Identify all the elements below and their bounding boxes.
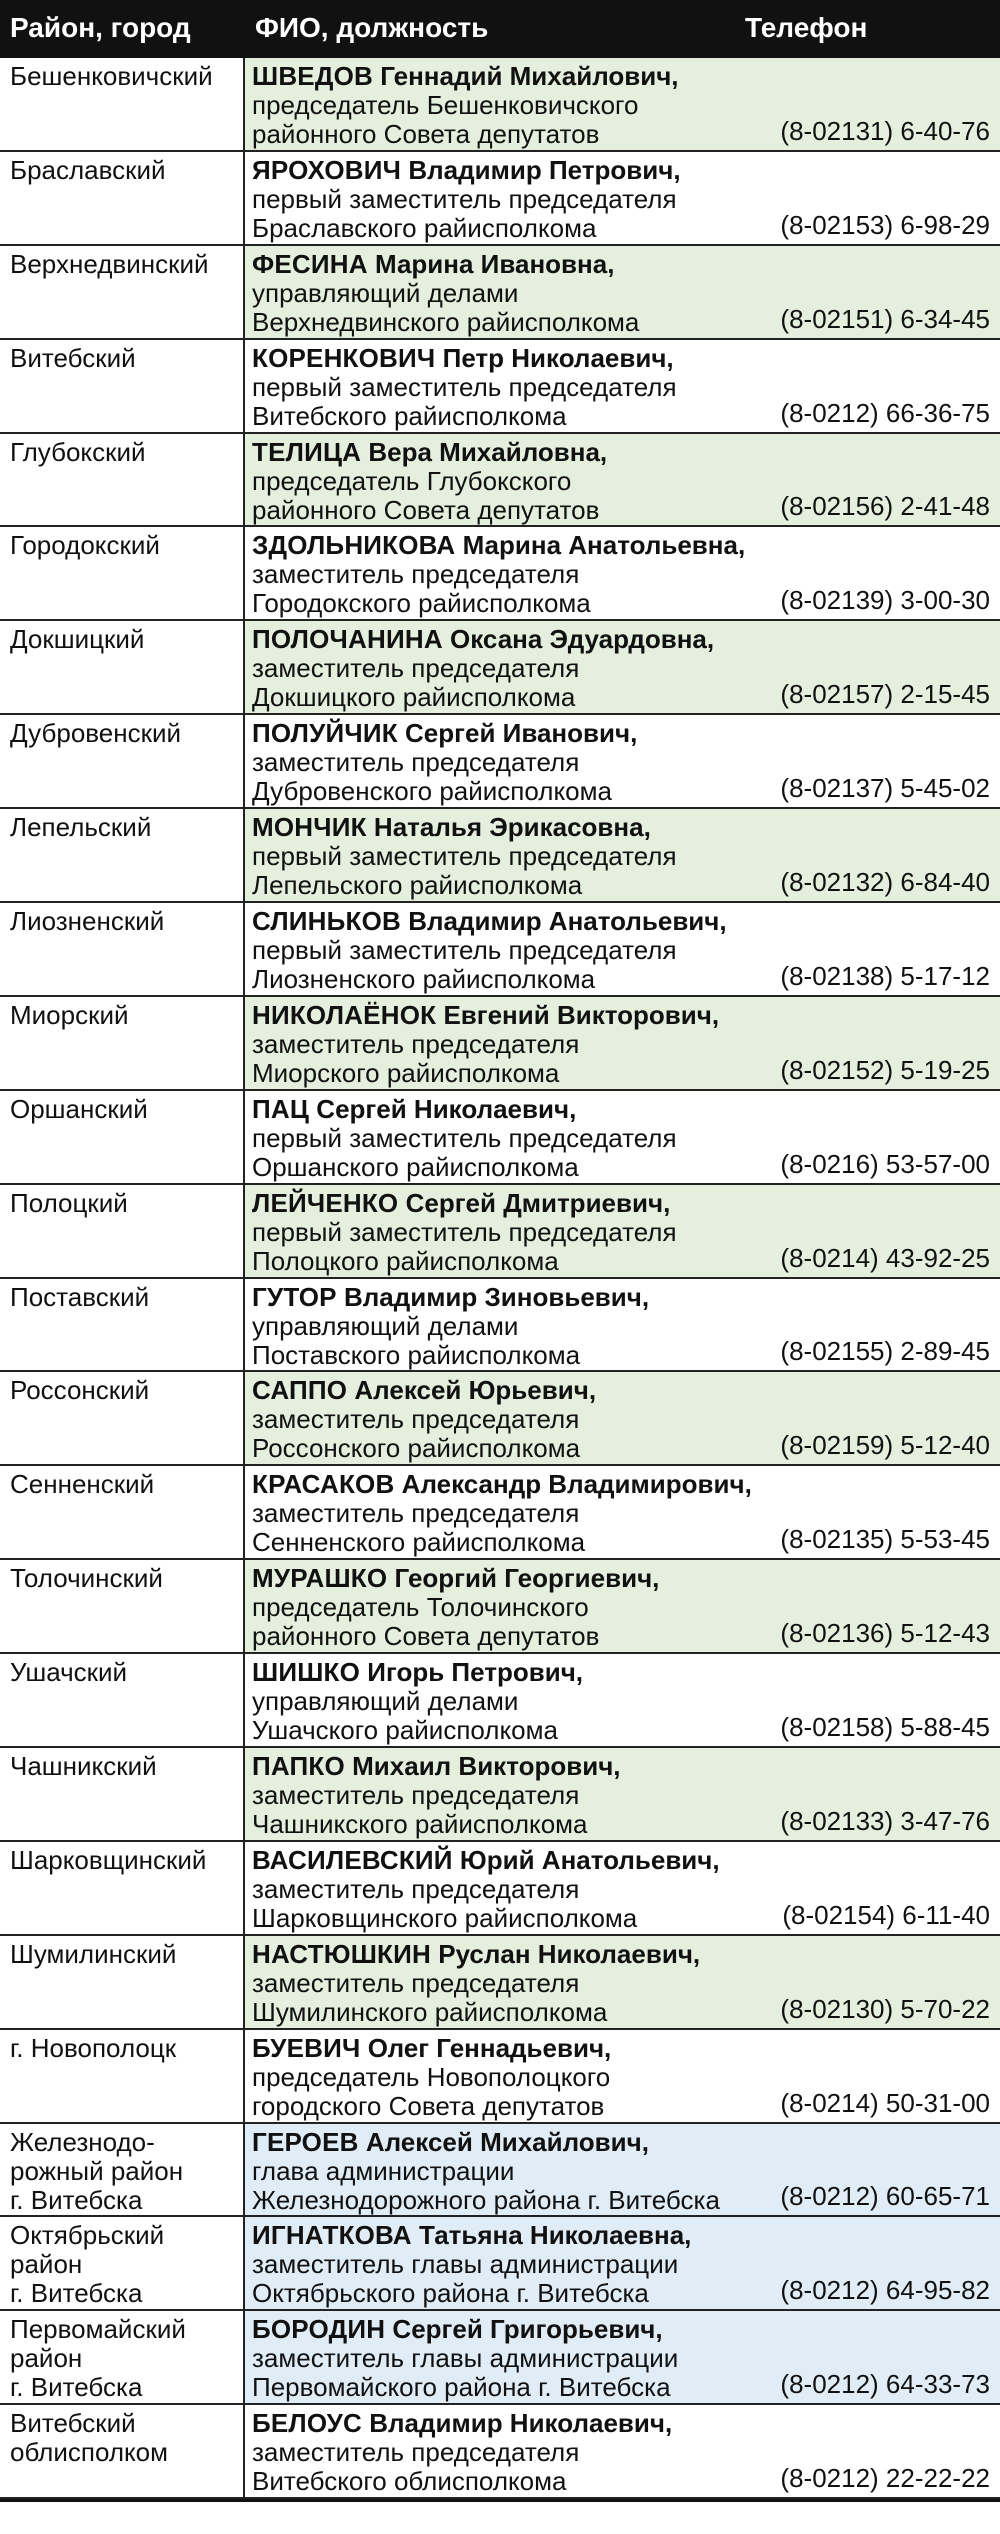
table-row (0, 1185, 1000, 1279)
district-cell: Лепельский (0, 809, 245, 901)
position-line-2: районного Совета депутатов (252, 494, 600, 525)
person-given-name: Владимир Анатольевич, (408, 906, 727, 937)
district-cell: Докшицкий (0, 621, 245, 713)
person-name (252, 1001, 990, 1030)
phone-number: (8-0212) 60-65-71 (780, 2181, 990, 2212)
phone-number: (8-02137) 5-45-02 (780, 773, 990, 804)
phone-number: (8-02139) 3-00-30 (780, 585, 990, 616)
phone-number: (8-02132) 6-84-40 (780, 867, 990, 898)
table-row (0, 2217, 1000, 2311)
person-surname: БЕЛОУС (252, 2408, 362, 2439)
person-surname: БУЕВИЧ (252, 2032, 361, 2063)
position-line-1: первый заместитель председателя (252, 841, 677, 872)
phone-number: (8-02130) 5-70-22 (780, 1993, 990, 2024)
position-line-1: заместитель председателя (252, 1780, 580, 1811)
phone-number: (8-0214) 50-31-00 (780, 2087, 990, 2118)
person-surname: ЗДОЛЬНИКОВА (252, 530, 456, 561)
position-line-2: городского Совета депутатов (252, 2090, 605, 2121)
table-row (0, 246, 1000, 340)
position-line-2: Витебского райисполкома (252, 400, 567, 431)
person-name (252, 625, 990, 654)
person-surname: МОНЧИК (252, 812, 367, 843)
position-line-2: Миорского райисполкома (252, 1057, 560, 1088)
position-line-1: глава администрации (252, 2155, 515, 2186)
person-surname: ФЕСИНА (252, 248, 368, 279)
position-line-1: заместитель председателя (252, 1028, 580, 1059)
phone-number: (8-0212) 64-33-73 (780, 2369, 990, 2400)
position-line-1: заместитель председателя (252, 1404, 580, 1435)
district-cell: Городокский (0, 527, 245, 619)
phone-number: (8-02153) 6-98-29 (780, 209, 990, 240)
person-given-name: Марина Ивановна, (374, 248, 615, 279)
person-given-name: Вера Михайловна, (368, 436, 608, 467)
phone-number: (8-0212) 66-36-75 (780, 397, 990, 428)
person-name (252, 1189, 990, 1218)
district-cell: Россонский (0, 1372, 245, 1464)
table-row (0, 621, 1000, 715)
person-given-name: Сергей Дмитриевич, (405, 1187, 671, 1218)
person-name (252, 1564, 990, 1593)
district-cell: Железнодо- рожный район г. Витебска (0, 2124, 245, 2216)
table-row (0, 152, 1000, 246)
person-surname: ПАЦ (252, 1093, 310, 1124)
position-line-2: Лепельского райисполкома (252, 870, 583, 901)
person-name (252, 719, 990, 748)
district-cell: Верхнедвинский (0, 246, 245, 338)
person-given-name: Владимир Зиновьевич, (343, 1281, 650, 1312)
table-row (0, 1279, 1000, 1373)
person-given-name: Татьяна Николаевна, (418, 2220, 692, 2251)
table-row (0, 58, 1000, 152)
person-given-name: Евгений Викторович, (443, 999, 720, 1030)
position-line-2: Шарковщинского райисполкома (252, 1902, 638, 1933)
table-row (0, 1091, 1000, 1185)
phone-number: (8-02158) 5-88-45 (780, 1712, 990, 1743)
person-given-name: Юрий Анатольевич, (459, 1844, 720, 1875)
person-name (252, 438, 990, 467)
table-row (0, 903, 1000, 997)
position-line-2: Докшицкого райисполкома (252, 682, 576, 713)
district-cell: Глубокский (0, 434, 245, 526)
person-name (252, 813, 990, 842)
person-name (252, 1940, 990, 1969)
phone-number: (8-02131) 6-40-76 (780, 115, 990, 146)
district-cell: Шарковщинский (0, 1842, 245, 1934)
table-row (0, 2030, 1000, 2124)
phone-number: (8-02138) 5-17-12 (780, 960, 990, 991)
table-row (0, 340, 1000, 434)
person-name (252, 1376, 990, 1405)
district-cell: г. Новополоцк (0, 2030, 245, 2122)
person-surname: МУРАШКО (252, 1563, 388, 1594)
position-line-2: Дубровенского райисполкома (252, 776, 612, 807)
person-surname: ЯРОХОВИЧ (252, 154, 402, 185)
position-line-1: заместитель председателя (252, 2437, 580, 2468)
person-name (252, 1752, 990, 1781)
person-surname: ШИШКО (252, 1657, 361, 1688)
position-line-2: Городокского райисполкома (252, 588, 591, 619)
person-surname: ВАСИЛЕВСКИЙ (252, 1844, 453, 1875)
district-cell: Витебский (0, 340, 245, 432)
district-cell: Браславский (0, 152, 245, 244)
person-given-name: Сергей Григорьевич, (392, 2314, 663, 2345)
person-given-name: Наталья Эрикасовна, (373, 812, 651, 843)
position-line-2: Ушачского райисполкома (252, 1715, 558, 1746)
person-surname: НИКОЛАЁНОК (252, 999, 437, 1030)
person-surname: БОРОДИН (252, 2314, 386, 2345)
position-line-2: Браславского райисполкома (252, 212, 597, 243)
district-cell: Миорский (0, 997, 245, 1089)
person-surname: ЛЕЙЧЕНКО (252, 1187, 399, 1218)
phone-number: (8-02151) 6-34-45 (780, 303, 990, 334)
person-name (252, 907, 990, 936)
phone-number: (8-02159) 5-12-40 (780, 1430, 990, 1461)
district-cell: Оршанский (0, 1091, 245, 1183)
table-row (0, 1654, 1000, 1748)
person-given-name: Сергей Иванович, (405, 718, 638, 749)
position-line-1: управляющий делами (252, 1310, 519, 1341)
person-name (252, 1470, 990, 1499)
person-name (252, 62, 990, 91)
district-cell: Шумилинский (0, 1936, 245, 2028)
table-row (0, 715, 1000, 809)
position-line-1: заместитель председателя (252, 559, 580, 590)
table-row (0, 527, 1000, 621)
person-given-name: Руслан Николаевич, (438, 1938, 701, 1969)
person-name (252, 156, 990, 185)
phone-number: (8-02156) 2-41-48 (780, 491, 990, 522)
person-surname: ШВЕДОВ (252, 61, 373, 91)
person-surname: ГУТОР (252, 1281, 337, 1312)
position-line-2: Сенненского райисполкома (252, 1527, 586, 1558)
person-name (252, 2034, 990, 2063)
person-name (252, 2315, 990, 2344)
position-line-2: Шумилинского райисполкома (252, 1996, 608, 2027)
position-line-2: Чашникского райисполкома (252, 1809, 588, 1840)
person-surname: КОРЕНКОВИЧ (252, 342, 436, 373)
person-given-name: Владимир Петрович, (408, 154, 681, 185)
person-given-name: Алексей Юрьевич, (354, 1375, 597, 1406)
person-given-name: Петр Николаевич, (442, 342, 674, 373)
phone-number: (8-0212) 22-22-22 (780, 2463, 990, 2494)
position-line-2: Полоцкого райисполкома (252, 1245, 559, 1276)
person-given-name: Михаил Викторович, (352, 1751, 621, 1782)
position-line-1: заместитель председателя (252, 1873, 580, 1904)
person-given-name: Геннадий Михайлович, (380, 61, 679, 91)
position-line-2: Октябрьского района г. Витебска (252, 2278, 649, 2309)
position-line-1: первый заместитель председателя (252, 371, 677, 402)
person-surname: ТЕЛИЦА (252, 436, 362, 467)
person-surname: КРАСАКОВ (252, 1469, 395, 1500)
position-line-1: первый заместитель председателя (252, 183, 677, 214)
position-line-1: заместитель главы администрации (252, 2343, 679, 2374)
district-cell: Бешенковичский (0, 58, 245, 150)
district-cell: Полоцкий (0, 1185, 245, 1277)
position-line-2: районного Совета депутатов (252, 1621, 600, 1652)
position-line-2: Лиозненского райисполкома (252, 964, 596, 995)
phone-number: (8-02135) 5-53-45 (780, 1524, 990, 1555)
person-name (252, 531, 990, 560)
phone-number: (8-02155) 2-89-45 (780, 1336, 990, 1367)
table-row (0, 809, 1000, 903)
person-name (252, 1283, 990, 1312)
position-line-2: Витебского облисполкома (252, 2466, 567, 2497)
district-cell: Поставский (0, 1279, 245, 1371)
position-line-1: председатель Толочинского (252, 1592, 589, 1623)
district-cell: Чашникский (0, 1748, 245, 1840)
person-surname: ПАПКО (252, 1751, 345, 1782)
person-surname: НАСТЮШКИН (252, 1938, 431, 1969)
table-row (0, 2311, 1000, 2405)
table-header (0, 0, 1000, 58)
table-row (0, 1560, 1000, 1654)
table-body (0, 58, 1000, 2499)
position-line-1: заместитель главы администрации (252, 2249, 679, 2280)
person-surname: ИГНАТКОВА (252, 2220, 412, 2251)
person-surname: ПОЛОЧАНИНА (252, 624, 443, 655)
position-line-1: председатель Новополоцкого (252, 2061, 611, 2092)
phone-number: (8-0214) 43-92-25 (780, 1242, 990, 1273)
person-name (252, 344, 990, 373)
position-line-2: Оршанского райисполкома (252, 1151, 579, 1182)
person-given-name: Владимир Николаевич, (369, 2408, 673, 2439)
person-surname: ГЕРОЕВ (252, 2126, 359, 2157)
header-district: Район, город (10, 11, 191, 43)
phone-number: (8-02133) 3-47-76 (780, 1805, 990, 1836)
district-cell: Витебский облисполком (0, 2405, 245, 2497)
phone-number: (8-02152) 5-19-25 (780, 1054, 990, 1085)
phone-number: (8-02154) 6-11-40 (782, 1899, 990, 1930)
position-line-2: Первомайского района г. Витебска (252, 2372, 671, 2403)
table-row (0, 2405, 1000, 2499)
position-line-1: заместитель председателя (252, 747, 580, 778)
position-line-1: первый заместитель председателя (252, 1122, 677, 1153)
person-given-name: Георгий Георгиевич, (394, 1563, 660, 1594)
person-given-name: Алексей Михайлович, (365, 2126, 649, 2157)
phone-number: (8-0216) 53-57-00 (780, 1148, 990, 1179)
district-cell: Ушачский (0, 1654, 245, 1746)
position-line-2: Поставского райисполкома (252, 1339, 581, 1370)
person-surname: ПОЛУЙЧИК (252, 718, 398, 749)
table-row (0, 1842, 1000, 1936)
person-name (252, 1846, 990, 1875)
position-line-1: заместитель председателя (252, 1967, 580, 1998)
position-line-1: управляющий делами (252, 277, 519, 308)
position-line-1: заместитель председателя (252, 653, 580, 684)
table-row (0, 997, 1000, 1091)
person-name (252, 250, 990, 279)
person-given-name: Александр Владимирович, (401, 1469, 752, 1500)
header-name: ФИО, должность (255, 11, 489, 43)
district-cell: Октябрьский район г. Витебска (0, 2217, 245, 2309)
person-name (252, 2409, 990, 2438)
person-name (252, 1658, 990, 1687)
position-line-2: Россонского райисполкома (252, 1433, 581, 1464)
position-line-1: председатель Бешенковичского (252, 90, 639, 120)
table-row (0, 1372, 1000, 1466)
phone-number: (8-02136) 5-12-43 (780, 1618, 990, 1649)
person-name (252, 2128, 990, 2157)
table-row (0, 1936, 1000, 2030)
phone-number: (8-02157) 2-15-45 (780, 679, 990, 710)
district-cell: Сенненский (0, 1466, 245, 1558)
table-row (0, 1748, 1000, 1842)
person-given-name: Марина Анатольевна, (462, 530, 746, 561)
person-given-name: Сергей Николаевич, (316, 1093, 577, 1124)
phone-number: (8-0212) 64-95-82 (780, 2275, 990, 2306)
position-line-1: председатель Глубокского (252, 465, 572, 496)
person-given-name: Оксана Эдуардовна, (450, 624, 715, 655)
position-line-1: первый заместитель председателя (252, 935, 677, 966)
district-cell: Первомайский район г. Витебска (0, 2311, 245, 2403)
person-given-name: Олег Геннадьевич, (367, 2032, 612, 2063)
table-row (0, 1466, 1000, 1560)
district-cell: Толочинский (0, 1560, 245, 1652)
person-name (252, 2221, 990, 2250)
person-surname: СЛИНЬКОВ (252, 906, 401, 937)
position-line-2: Железнодорожного района г. Витебска (252, 2184, 720, 2215)
position-line-1: управляющий делами (252, 1686, 519, 1717)
table-row (0, 434, 1000, 528)
position-line-2: районного Совета депутатов (252, 119, 600, 149)
person-given-name: Игорь Петрович, (367, 1657, 584, 1688)
district-cell: Дубровенский (0, 715, 245, 807)
person-name (252, 1095, 990, 1124)
position-line-1: первый заместитель председателя (252, 1216, 677, 1247)
person-surname: САППО (252, 1375, 348, 1406)
position-line-2: Верхнедвинского райисполкома (252, 306, 640, 337)
table-row (0, 2124, 1000, 2218)
header-phone: Телефон (745, 11, 868, 43)
position-line-1: заместитель председателя (252, 1498, 580, 1529)
district-cell: Лиозненский (0, 903, 245, 995)
